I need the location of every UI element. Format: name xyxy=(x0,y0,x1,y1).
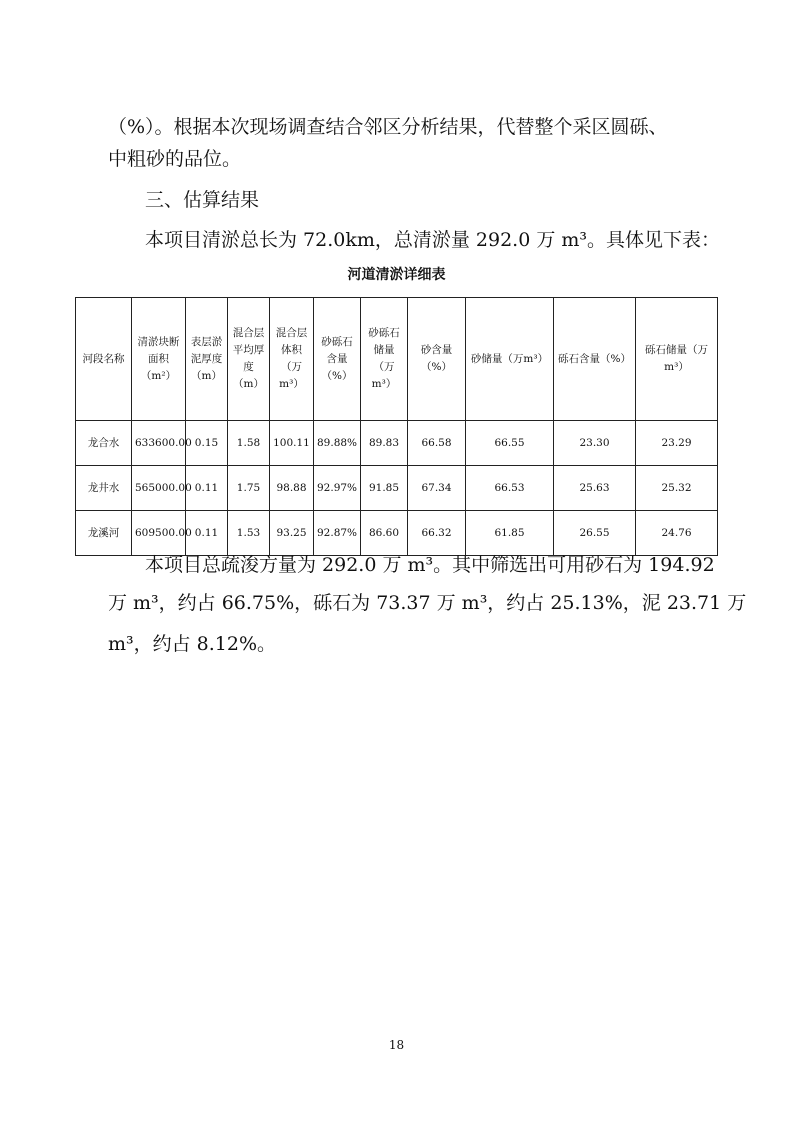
column-header: 混合层体积（万m³） xyxy=(270,298,314,421)
table-cell: 66.58 xyxy=(408,421,466,466)
table-cell: 86.60 xyxy=(361,511,408,556)
section-heading: 三、估算结果 xyxy=(145,189,260,211)
column-header: 表层淤泥厚度（m） xyxy=(186,298,228,421)
column-header: 砾石储量（万 m³） xyxy=(636,298,718,421)
table-cell: 23.29 xyxy=(636,421,718,466)
table-row xyxy=(76,466,718,511)
table-cell: 61.85 xyxy=(466,511,554,556)
column-header: 砂储量（万m³） xyxy=(466,298,554,421)
table-cell: 609500.00 xyxy=(132,511,186,556)
body-paragraph-line: 万 m³，约占 66.75%，砾石为 73.37 万 m³，约占 25.13%，泥 23.71 万 xyxy=(108,592,747,614)
body-paragraph-line: m³，约占 8.12%。 xyxy=(108,633,277,655)
table-cell: 1.58 xyxy=(228,421,270,466)
column-header: 砂含量（%） xyxy=(408,298,466,421)
body-paragraph-line: （%）。根据本次现场调查结合邻区分析结果，代替整个采区圆砾、 xyxy=(108,116,668,138)
column-header: 砂砾石含量（%） xyxy=(314,298,361,421)
table-cell: 66.32 xyxy=(408,511,466,556)
table-cell: 1.75 xyxy=(228,466,270,511)
table-cell: 0.15 xyxy=(186,421,228,466)
dredging-detail-table xyxy=(75,297,718,556)
table-cell: 92.87% xyxy=(314,511,361,556)
table-header-row xyxy=(76,298,718,421)
table-cell: 93.25 xyxy=(270,511,314,556)
table-cell: 565000.00 xyxy=(132,466,186,511)
column-header: 混合层平均厚度（m） xyxy=(228,298,270,421)
table-cell: 23.30 xyxy=(554,421,636,466)
table-cell: 25.32 xyxy=(636,466,718,511)
table-cell: 98.88 xyxy=(270,466,314,511)
table-cell: 100.11 xyxy=(270,421,314,466)
column-header: 河段名称 xyxy=(76,298,132,421)
table-cell: 龙溪河 xyxy=(76,511,132,556)
table-cell: 龙合水 xyxy=(76,421,132,466)
column-header: 砂砾石储量（万m³） xyxy=(361,298,408,421)
table-cell: 67.34 xyxy=(408,466,466,511)
table-cell: 633600.00 xyxy=(132,421,186,466)
table-cell: 0.11 xyxy=(186,466,228,511)
table-cell: 24.76 xyxy=(636,511,718,556)
table-cell: 0.11 xyxy=(186,511,228,556)
body-paragraph-line: 本项目总疏浚方量为 292.0 万 m³。其中筛选出可用砂石为 194.92 xyxy=(145,554,715,576)
table-row xyxy=(76,421,718,466)
table-cell: 66.53 xyxy=(466,466,554,511)
table-cell: 25.63 xyxy=(554,466,636,511)
body-paragraph-line: 中粗砂的品位。 xyxy=(108,148,242,170)
table-cell: 26.55 xyxy=(554,511,636,556)
table-cell: 1.53 xyxy=(228,511,270,556)
page-number: 18 xyxy=(388,1038,405,1052)
column-header: 砾石含量（%） xyxy=(554,298,636,421)
column-header: 清淤块断面积（m²） xyxy=(132,298,186,421)
table-cell: 龙井水 xyxy=(76,466,132,511)
table-cell: 89.83 xyxy=(361,421,408,466)
table-caption: 河道清淤详细表 xyxy=(347,267,446,283)
body-paragraph-line: 本项目清淤总长为 72.0km，总清淤量 292.0 万 m³。具体见下表： xyxy=(145,229,721,251)
table-cell: 92.97% xyxy=(314,466,361,511)
table-cell: 91.85 xyxy=(361,466,408,511)
table-cell: 66.55 xyxy=(466,421,554,466)
table-cell: 89.88% xyxy=(314,421,361,466)
